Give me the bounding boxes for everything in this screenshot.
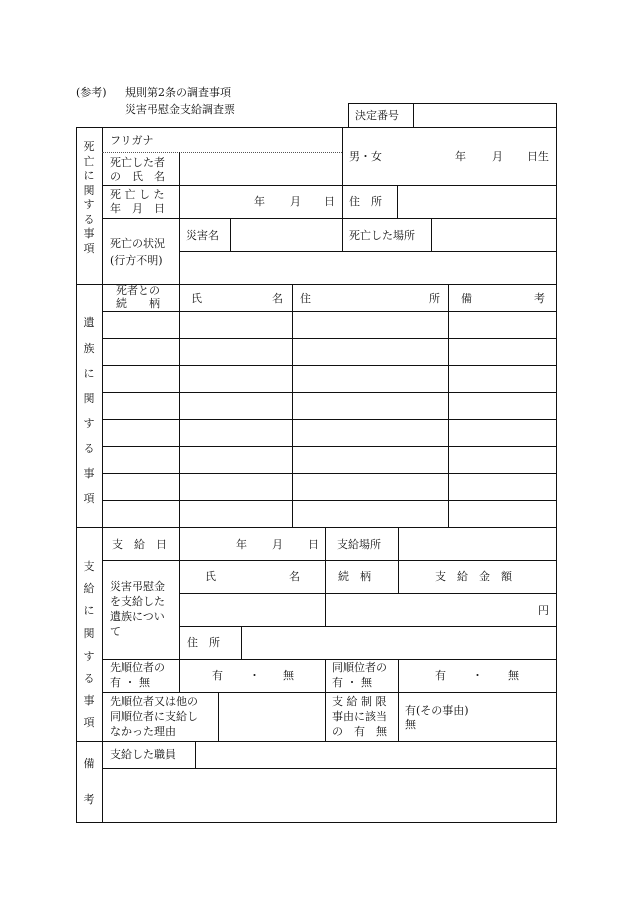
- place-of-death-field[interactable]: [432, 219, 555, 250]
- address-header-b: 所: [429, 292, 440, 305]
- birth-day-label: 日生: [527, 150, 549, 163]
- relation-header: 死者との: [116, 284, 160, 297]
- disaster-name-field[interactable]: [231, 219, 341, 250]
- name-header-b: 名: [272, 292, 283, 305]
- prior-rank-no[interactable]: 無: [283, 669, 294, 682]
- pay-date-month: 月: [272, 538, 283, 551]
- staff-field[interactable]: [196, 742, 555, 767]
- relation-header-2: 続 柄: [116, 297, 160, 310]
- same-rank-no[interactable]: 無: [508, 669, 519, 682]
- restriction-label-2: 事由に該当: [332, 710, 387, 723]
- birth-month-label: 月: [492, 150, 503, 163]
- recipient-name-header-b: 名: [289, 570, 300, 583]
- prior-rank-label: 先順位者の: [110, 661, 165, 674]
- death-status-missing: (行方不明): [110, 254, 163, 267]
- sex-options[interactable]: 男・女: [349, 150, 382, 163]
- staff-label: 支給した職員: [110, 748, 176, 761]
- decision-number-label: 決定番号: [355, 109, 399, 122]
- deceased-name-label-2: の 氏 名: [110, 170, 165, 183]
- amount-header: 支 給 金 額: [435, 570, 512, 583]
- recipient-name-header-a: 氏: [205, 570, 216, 583]
- address-field[interactable]: [398, 186, 555, 217]
- prior-rank-label-2: 有 ・ 無: [110, 676, 150, 689]
- remarks-field[interactable]: [103, 769, 556, 821]
- pay-date-label: 支 給 日: [112, 538, 167, 551]
- disaster-name-label: 災害名: [186, 229, 219, 242]
- address-label: 住 所: [349, 195, 382, 208]
- same-rank-label: 同順位者の: [332, 661, 387, 674]
- non-payment-reason-label-3: なかった理由: [110, 725, 176, 738]
- recipient-relation-header: 続 柄: [338, 570, 371, 583]
- furigana-label: フリガナ: [110, 134, 154, 147]
- decision-number-field[interactable]: [414, 104, 555, 126]
- yen-unit: 円: [538, 604, 549, 617]
- same-rank-separator: ・: [472, 669, 483, 682]
- death-status-label: 死亡の状況: [110, 237, 165, 250]
- non-payment-reason-label-2: 同順位者に支給し: [110, 710, 198, 723]
- non-payment-reason-label: 先順位者又は他の: [110, 695, 198, 708]
- form-title: 災害弔慰金支給調査票: [125, 103, 235, 116]
- recipient-name-field[interactable]: [180, 594, 324, 625]
- place-of-death-label: 死亡した場所: [349, 229, 415, 242]
- birth-year-label: 年: [455, 150, 466, 163]
- prior-rank-separator: ・: [249, 669, 260, 682]
- death-date-month: 月: [290, 195, 301, 208]
- survey-form-page: (参考) 規則第2条の調査事項 災害弔慰金支給調査票 決定番号 死 亡 に 関 す る 事 項 フリガナ 死亡した者 の 氏 名 男・女 年 月 日生 死 亡 し た 年 月 日 年 月 日 住 所 死亡の状況 (行方不明) 災害名 死亡した場所 遺 族 に 関 す る 事 項 死者との 続 柄 氏 名 住 所 備 考 支 給 に 関 す る 事 項 支 給 日 年 月 日 支給場所 災害弔慰金 を支給した 遺族につい て 氏 名 続 柄 支 給 金 額 円 住 所 先順位者の 有 ・ 無 有 ・ 無 同順位者の 有 ・ 無 有 ・ 無 先順位者又は他の 同順位者に支給し なかった理由 支 給 制 限 事由に該当 の 有 無 有(その事由) 無 備 考 支給した職員: [0, 0, 630, 915]
- deceased-name-label: 死亡した者: [110, 156, 165, 169]
- pay-date-day: 日: [308, 538, 319, 551]
- prior-rank-yes[interactable]: 有: [212, 669, 223, 682]
- amount-field[interactable]: [326, 594, 555, 625]
- family-label-1: 災害弔慰金: [110, 580, 165, 593]
- death-date-label: 死 亡 し た: [110, 188, 165, 201]
- restriction-no[interactable]: 無: [405, 718, 416, 731]
- address-header-a: 住: [300, 292, 311, 305]
- reference-note: (参考): [76, 86, 107, 99]
- non-payment-reason-field[interactable]: [219, 693, 324, 740]
- same-rank-label-2: 有 ・ 無: [332, 676, 372, 689]
- family-label-4: て: [110, 625, 121, 638]
- death-date-label-2: 年 月 日: [110, 202, 165, 215]
- family-label-3: 遺族につい: [110, 610, 165, 623]
- same-rank-yes[interactable]: 有: [435, 669, 446, 682]
- family-label-2: を支給した: [110, 595, 165, 608]
- name-header-a: 氏: [191, 292, 202, 305]
- pay-place-label: 支給場所: [337, 538, 381, 551]
- form-title-regulation: 規則第2条の調査事項: [125, 86, 231, 99]
- death-date-year: 年: [254, 195, 265, 208]
- restriction-label: 支 給 制 限: [332, 695, 387, 708]
- death-date-day: 日: [324, 195, 335, 208]
- furigana-field[interactable]: [180, 128, 341, 151]
- recipient-address-field[interactable]: [242, 627, 555, 658]
- restriction-yes[interactable]: 有(その事由): [405, 704, 469, 717]
- bereaved-table-body[interactable]: [103, 312, 556, 527]
- pay-place-field[interactable]: [399, 528, 555, 559]
- deceased-name-field[interactable]: [180, 153, 341, 184]
- restriction-label-3: の 有 無: [332, 725, 387, 738]
- death-section-label: 死 亡 に 関 す る 事 項: [83, 140, 95, 255]
- pay-date-year: 年: [236, 538, 247, 551]
- remarks-header-a: 備: [461, 292, 472, 305]
- recipient-address-label: 住 所: [187, 636, 220, 649]
- remarks-header-b: 考: [534, 292, 545, 305]
